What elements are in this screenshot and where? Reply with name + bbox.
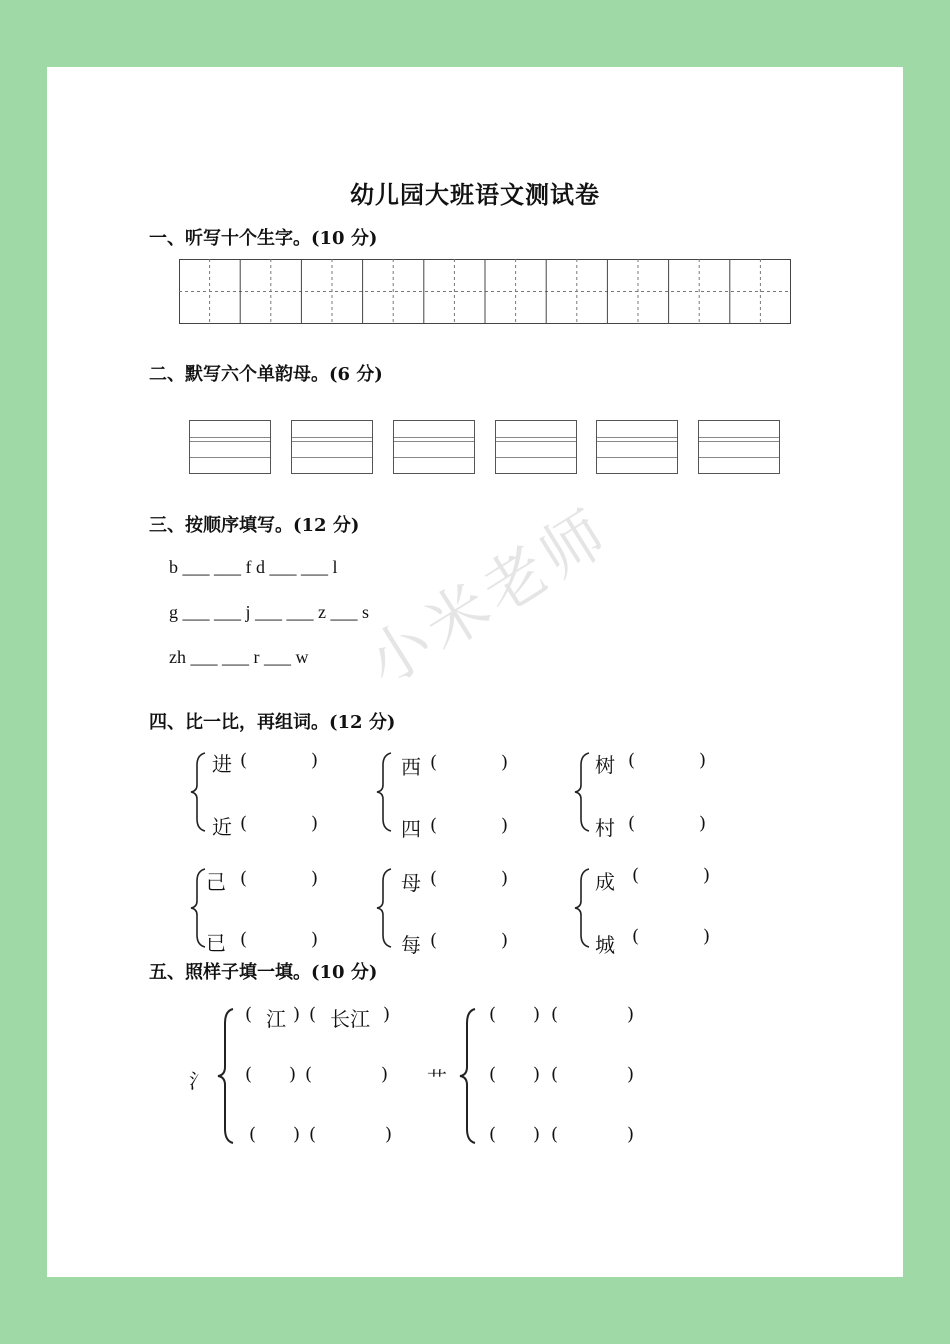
- paren-close: ): [627, 1064, 635, 1085]
- brace-icon: [375, 751, 395, 833]
- example-char: 江: [266, 1007, 286, 1031]
- compare-char: 近: [212, 815, 232, 839]
- section-5-heading: 五、照样子填一填。(10 分): [149, 962, 378, 983]
- large-brace-icon: [215, 1007, 237, 1145]
- answer-blank[interactable]: [501, 1124, 531, 1146]
- compare-char: 树: [595, 753, 615, 777]
- sequence-row-1[interactable]: b ___ ___ f d ___ ___ l: [169, 557, 338, 577]
- radical-right: 艹: [427, 1067, 447, 1091]
- paren-open: (: [309, 1004, 317, 1025]
- brace-icon: [189, 751, 209, 833]
- paren-close: ): [311, 929, 319, 950]
- paren-open: (: [551, 1064, 559, 1085]
- worksheet-page: [47, 67, 903, 1277]
- answer-blank[interactable]: [261, 1124, 291, 1146]
- answer-blank[interactable]: [317, 1064, 379, 1086]
- section-4-heading: 四、比一比，再组词。(12 分): [149, 712, 396, 733]
- paren-close: ): [703, 926, 711, 947]
- answer-blank[interactable]: [640, 750, 696, 772]
- paren-close: ): [381, 1064, 389, 1085]
- paren-open: (: [430, 752, 438, 773]
- paren-open: (: [245, 1004, 253, 1025]
- paren-close: ): [311, 868, 319, 889]
- paren-close: ): [699, 750, 707, 771]
- brace-icon: [573, 751, 593, 833]
- compare-char: 成: [595, 870, 615, 894]
- paren-open: (: [632, 926, 640, 947]
- paren-open: (: [551, 1004, 559, 1025]
- paren-close: ): [385, 1124, 393, 1145]
- pinyin-writing-box[interactable]: [495, 420, 577, 474]
- answer-blank[interactable]: [563, 1004, 625, 1026]
- compare-char: 己: [206, 870, 226, 894]
- paren-open: (: [240, 868, 248, 889]
- writing-grid[interactable]: [179, 259, 791, 324]
- answer-blank[interactable]: [252, 929, 308, 951]
- compare-char: 已: [206, 931, 226, 955]
- sequence-row-2[interactable]: g ___ ___ j ___ ___ z ___ s: [169, 602, 369, 622]
- pinyin-writing-box[interactable]: [189, 420, 271, 474]
- paren-open: (: [489, 1124, 497, 1145]
- compare-char: 母: [401, 871, 421, 895]
- large-brace-icon: [457, 1007, 479, 1145]
- paren-open: (: [489, 1064, 497, 1085]
- paren-close: ): [501, 752, 509, 773]
- answer-blank[interactable]: [442, 752, 498, 774]
- paren-close: ): [501, 868, 509, 889]
- pinyin-writing-box[interactable]: [291, 420, 373, 474]
- paren-open: (: [430, 930, 438, 951]
- paren-close: ): [627, 1004, 635, 1025]
- paren-close: ): [699, 813, 707, 834]
- page-title: 幼儿园大班语文测试卷: [350, 180, 600, 209]
- paren-open: (: [240, 929, 248, 950]
- brace-icon: [375, 867, 395, 949]
- paren-close: ): [311, 813, 319, 834]
- compare-char: 四: [401, 817, 421, 841]
- answer-blank[interactable]: [501, 1064, 531, 1086]
- paren-open: (: [489, 1004, 497, 1025]
- answer-blank[interactable]: [501, 1004, 531, 1026]
- paren-open: (: [632, 865, 640, 886]
- paren-close: ): [383, 1004, 391, 1025]
- section-3-heading: 三、按顺序填写。(12 分): [149, 515, 360, 536]
- paren-open: (: [249, 1124, 257, 1145]
- answer-blank[interactable]: [563, 1124, 625, 1146]
- brace-icon: [573, 867, 593, 949]
- compare-char: 进: [212, 752, 232, 776]
- section-2-heading: 二、默写六个单韵母。(6 分): [149, 364, 383, 385]
- paren-close: ): [501, 815, 509, 836]
- answer-blank[interactable]: [644, 865, 700, 887]
- paren-close: ): [533, 1064, 541, 1085]
- answer-blank[interactable]: [442, 815, 498, 837]
- compare-char: 村: [595, 816, 615, 840]
- paren-open: (: [430, 868, 438, 889]
- paren-close: ): [293, 1004, 301, 1025]
- paren-close: ): [501, 930, 509, 951]
- paren-close: ): [703, 865, 711, 886]
- answer-blank[interactable]: [252, 813, 308, 835]
- answer-blank[interactable]: [252, 750, 308, 772]
- paren-close: ): [293, 1124, 301, 1145]
- paren-open: (: [551, 1124, 559, 1145]
- pinyin-writing-box[interactable]: [698, 420, 780, 474]
- example-word: 长江: [330, 1007, 370, 1031]
- paren-close: ): [289, 1064, 297, 1085]
- pinyin-writing-box[interactable]: [393, 420, 475, 474]
- paren-open: (: [305, 1064, 313, 1085]
- answer-blank[interactable]: [442, 930, 498, 952]
- paren-open: (: [240, 813, 248, 834]
- answer-blank[interactable]: [321, 1124, 383, 1146]
- compare-char: 每: [401, 933, 421, 957]
- paren-open: (: [628, 750, 636, 771]
- paren-open: (: [430, 815, 438, 836]
- paren-open: (: [245, 1064, 253, 1085]
- watermark: 小米老师: [353, 493, 624, 700]
- answer-blank[interactable]: [640, 813, 696, 835]
- answer-blank[interactable]: [257, 1064, 287, 1086]
- paren-close: ): [627, 1124, 635, 1145]
- answer-blank[interactable]: [644, 926, 700, 948]
- answer-blank[interactable]: [252, 868, 308, 890]
- paren-close: ): [533, 1124, 541, 1145]
- paren-close: ): [311, 750, 319, 771]
- sequence-row-3[interactable]: zh ___ ___ r ___ w: [169, 647, 309, 667]
- answer-blank[interactable]: [442, 868, 498, 890]
- paren-open: (: [628, 813, 636, 834]
- answer-blank[interactable]: [563, 1064, 625, 1086]
- compare-char: 西: [401, 755, 421, 779]
- paren-open: (: [309, 1124, 317, 1145]
- pinyin-writing-box[interactable]: [596, 420, 678, 474]
- radical-left: 氵: [189, 1069, 209, 1093]
- compare-char: 城: [595, 933, 615, 957]
- paren-close: ): [533, 1004, 541, 1025]
- paren-open: (: [240, 750, 248, 771]
- section-1-heading: 一、听写十个生字。(10 分): [149, 228, 378, 249]
